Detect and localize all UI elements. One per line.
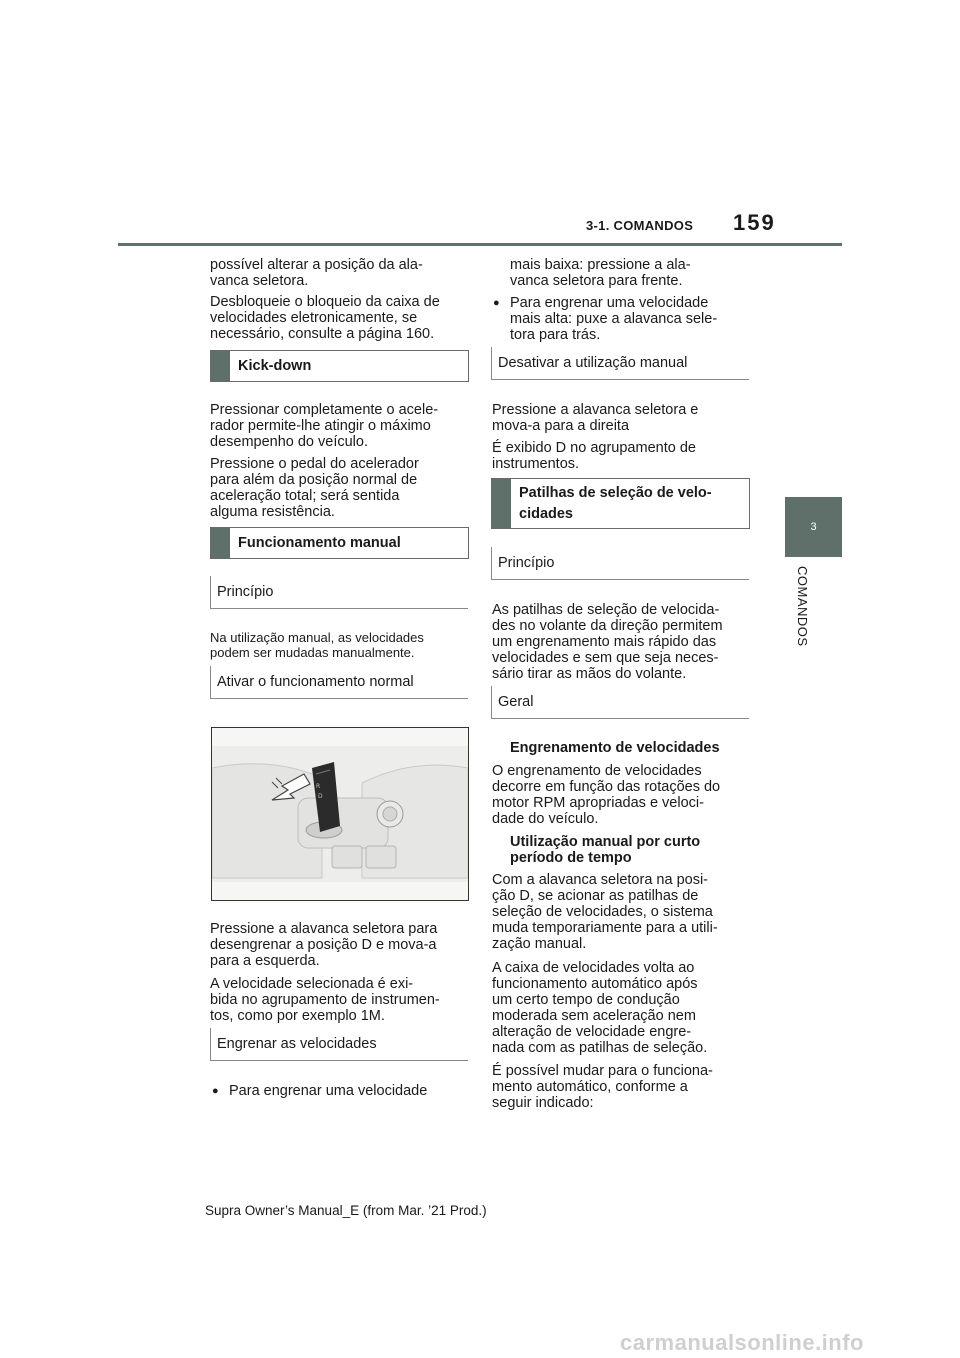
section-label: 3-1. COMANDOS xyxy=(586,218,694,233)
text-line: tora para trás. xyxy=(510,327,601,343)
left-para-7 xyxy=(210,976,440,1024)
heading-bar xyxy=(211,528,230,558)
text-line: Pressione o pedal do acelerador xyxy=(210,456,419,472)
text-line: um certo tempo de condução xyxy=(492,992,680,1008)
text-line: vanca seletora para frente. xyxy=(510,273,683,289)
text-line: um engrenamento mais rápido das xyxy=(492,634,717,650)
right-para-1 xyxy=(510,257,691,289)
subheading-principio-left: Princípio xyxy=(210,576,468,609)
text-line: Desbloqueie o bloqueio da caixa de xyxy=(210,294,440,310)
left-para-6 xyxy=(210,921,437,969)
text-line: desengrenar a posição D e mova-a xyxy=(210,937,437,953)
right-para-4 xyxy=(492,602,723,682)
heading-line: cidades xyxy=(519,505,573,522)
text-line: dade do veículo. xyxy=(492,811,599,827)
page-number: 159 xyxy=(733,210,776,235)
text-line: Pressione a alavanca seletora e xyxy=(492,402,699,418)
chapter-side-label: COMANDOS xyxy=(795,566,810,647)
text-line: tos, como por exemplo 1M. xyxy=(210,1008,385,1024)
bold-heading-curto-periodo xyxy=(510,834,700,866)
subheading-engrenar: Engrenar as velocidades xyxy=(210,1028,468,1061)
text-line: A velocidade selecionada é exi- xyxy=(210,976,414,992)
gear-lever-drawing xyxy=(212,728,468,900)
text-line: mento automático, conforme a xyxy=(492,1079,688,1095)
text-line: para a esquerda. xyxy=(210,953,320,969)
chapter-side-label-wrap xyxy=(790,566,810,666)
text-line: sário tirar as mãos do volante. xyxy=(492,666,687,682)
text-line: Na utilização manual, as velocidades xyxy=(210,630,424,645)
text-line: Pressionar completamente o acele- xyxy=(210,402,439,418)
text-line: velocidades eletronicamente, se xyxy=(210,310,418,326)
text-line: mova-a para a direita xyxy=(492,418,630,434)
watermark: carmanualsonline.info xyxy=(620,1330,864,1355)
right-para-6 xyxy=(492,872,718,952)
text-line: bida no agrupamento de instrumen- xyxy=(210,992,440,1008)
text-line: O engrenamento de velocidades xyxy=(492,763,702,779)
heading-text: Kick-down xyxy=(238,358,312,374)
heading-kickdown xyxy=(210,350,469,382)
right-para-2 xyxy=(492,402,698,434)
heading-funcionamento-manual xyxy=(210,527,469,559)
heading-patilhas xyxy=(491,478,750,529)
heading-text: Funcionamento manual xyxy=(238,535,401,551)
subheading-ativar: Ativar o funcionamento normal xyxy=(210,666,468,699)
text-line: para além da posição normal de xyxy=(210,472,418,488)
bold-heading-engrenamento: Engrenamento de velocidades xyxy=(510,740,720,756)
text-line: período de tempo xyxy=(510,850,632,866)
text-line: É exibido D no agrupamento de xyxy=(492,440,696,456)
text-line: mais alta: puxe a alavanca sele- xyxy=(510,311,718,327)
heading-bar xyxy=(211,351,230,381)
gear-lever-illustration xyxy=(211,727,469,901)
text-line: Pressione a alavanca seletora para xyxy=(210,921,438,937)
left-para-1 xyxy=(210,257,423,289)
text-line: desempenho do veículo. xyxy=(210,434,368,450)
text-line: Utilização manual por curto xyxy=(510,834,701,850)
text-line: moderada sem aceleração nem xyxy=(492,1008,696,1024)
text-line: vanca seletora. xyxy=(210,273,309,289)
text-line: motor RPM apropriadas e veloci- xyxy=(492,795,704,811)
svg-text:D: D xyxy=(318,793,323,800)
text-line: podem ser mudadas manualmente. xyxy=(210,645,415,660)
right-para-7 xyxy=(492,960,707,1056)
text-line: nada com as patilhas de seleção. xyxy=(492,1040,708,1056)
text-line: velocidades e sem que seja neces- xyxy=(492,650,719,666)
left-para-4 xyxy=(210,456,419,520)
text-line: A caixa de velocidades volta ao xyxy=(492,960,695,976)
subheading-principio-right: Princípio xyxy=(491,547,749,580)
text-line: ● Para engrenar uma velocidade xyxy=(510,295,709,311)
footer-manual-title: Supra Owner’s Manual_E (from Mar. ’21 Prod.) xyxy=(205,1203,487,1218)
chapter-tab: 3 xyxy=(785,497,842,557)
svg-text:R: R xyxy=(316,783,321,790)
bullet-item xyxy=(510,295,717,343)
right-para-5 xyxy=(492,763,720,827)
text-line: alguma resistência. xyxy=(210,504,335,520)
text-line: seleção de velocidades, o sistema xyxy=(492,904,713,920)
text-line: funcionamento automático após xyxy=(492,976,698,992)
heading-text xyxy=(519,483,712,525)
text-line: mais baixa: pressione a ala- xyxy=(510,257,691,273)
text-line: muda temporariamente para a utili- xyxy=(492,920,718,936)
right-para-3 xyxy=(492,440,696,472)
heading-line: Patilhas de seleção de velo- xyxy=(519,484,712,501)
text-line: As patilhas de seleção de velocida- xyxy=(492,602,720,618)
right-para-8 xyxy=(492,1063,713,1111)
text-line: instrumentos. xyxy=(492,456,580,472)
text-line: alteração de velocidade engre- xyxy=(492,1024,692,1040)
left-para-2 xyxy=(210,294,440,342)
text-line: É possível mudar para o funciona- xyxy=(492,1063,713,1079)
text-line: possível alterar a posição da ala- xyxy=(210,257,423,273)
subheading-desativar: Desativar a utilização manual xyxy=(491,347,749,380)
left-para-5 xyxy=(210,630,424,660)
text-line: Com a alavanca seletora na posi- xyxy=(492,872,709,888)
bullet-item: ● Para engrenar uma velocidade xyxy=(229,1083,427,1099)
text-line: des no volante da direção permitem xyxy=(492,618,723,634)
left-para-3 xyxy=(210,402,438,450)
text-line: ção D, se acionar as patilhas de xyxy=(492,888,699,904)
header-rule xyxy=(118,243,842,246)
text-line: aceleração total; será sentida xyxy=(210,488,400,504)
subheading-geral: Geral xyxy=(491,686,749,719)
text-line: decorre em função das rotações do xyxy=(492,779,721,795)
text-line: necessário, consulte a página 160. xyxy=(210,326,435,342)
text-line: rador permite-lhe atingir o máximo xyxy=(210,418,431,434)
heading-bar xyxy=(492,479,511,528)
text-line: zação manual. xyxy=(492,936,587,952)
text-line: seguir indicado: xyxy=(492,1095,594,1111)
